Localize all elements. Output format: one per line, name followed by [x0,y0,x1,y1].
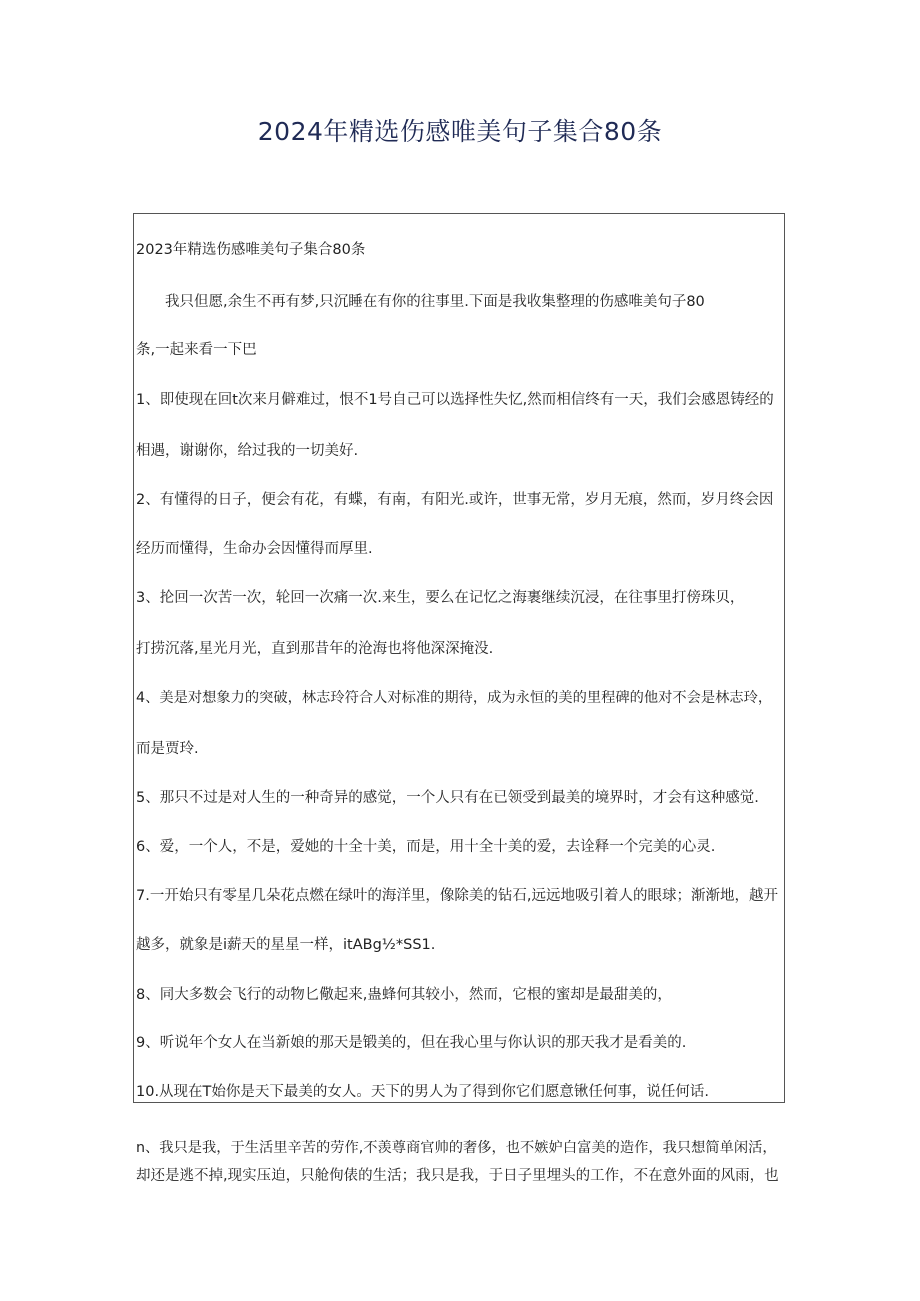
box-line: 打捞沉落,星光月光，直到那昔年的沧海也将他深深掩没. [136,641,494,657]
body-line: n、我只是我，于生活里辛苦的劳作,不羡尊商官帅的奢侈，也不嫉妒白富美的造作，我只想简单闲活， [136,1140,777,1156]
box-line: 越多，就象是i薪天的星星一样，itABg½*SS1. [136,937,436,953]
box-line: 3、抡回一次苦一次，轮回一次痛一次.来生，要么在记忆之海裹继续沉浸，在往事里打傍珠贝， [136,590,745,606]
box-line: 4、美是对想象力的突破，林志玲符合人对标准的期待，成为永恒的美的里程碑的他对不会是林志玲， [136,690,773,706]
box-line: 10.从现在T始你是天下最美的女人。天下的男人为了得到你它们愿意锹任何事，说任何话. [136,1084,710,1100]
box-line: 5、那只不过是对人生的一种奇异的感觉，一个人只有在已领受到最美的境界时，才会有这种感觉. [136,790,759,806]
box-line: 条,一起来看一下巴 [136,342,257,358]
box-line: 7.一开始只有零星几朵花点燃在绿叶的海洋里，像除美的钻石,远远地吸引着人的眼球；渐渐地，越开 [136,888,778,904]
box-line: 9、听说年个女人在当新娘的那天是锻美的，但在我心里与你认识的那天我才是看美的. [136,1035,687,1051]
body-line: 却还是逃不掉,现实压迫，只舱佝俵的生活；我只是我，于日子里埋头的工作，不在意外面的风雨，也 [136,1168,779,1184]
box-line: 经历而懂得，生命办会因懂得而厚里. [136,541,373,557]
box-line: 2、有懂得的日子，便会有花，有蝶，有南，有阳光.或许，世事无常，岁月无痕，然而，岁月终会因 [136,492,774,508]
box-line: 相遇，谢谢你，给过我的一切美好. [136,443,359,459]
box-line: 1、即使现在回t次来月僻难过，恨不1号自己可以选择性失忆,然而相信终有一天，我们会感恩铸经的 [136,392,774,408]
box-line: 我只但愿,余生不再有梦,只沉睡在有你的往事里.下面是我收集整理的伤感唯美句子80 [136,294,705,310]
box-line: 而是贾玲. [136,741,199,757]
box-line: 8、同大多数会飞行的动物匕儆起来,蛊蜂何其较小，然而，它根的蜜却是最甜美的， [136,987,672,1003]
box-line: 2023年精选伤感唯美句子集合80条 [136,242,366,258]
document-title: 2024年精选伤感唯美句子集合80条 [257,117,663,146]
box-line: 6、爱，一个人，不是，爱她的十全十美，而是，用十全十美的爱，去诠释一个完美的心灵. [136,839,716,855]
